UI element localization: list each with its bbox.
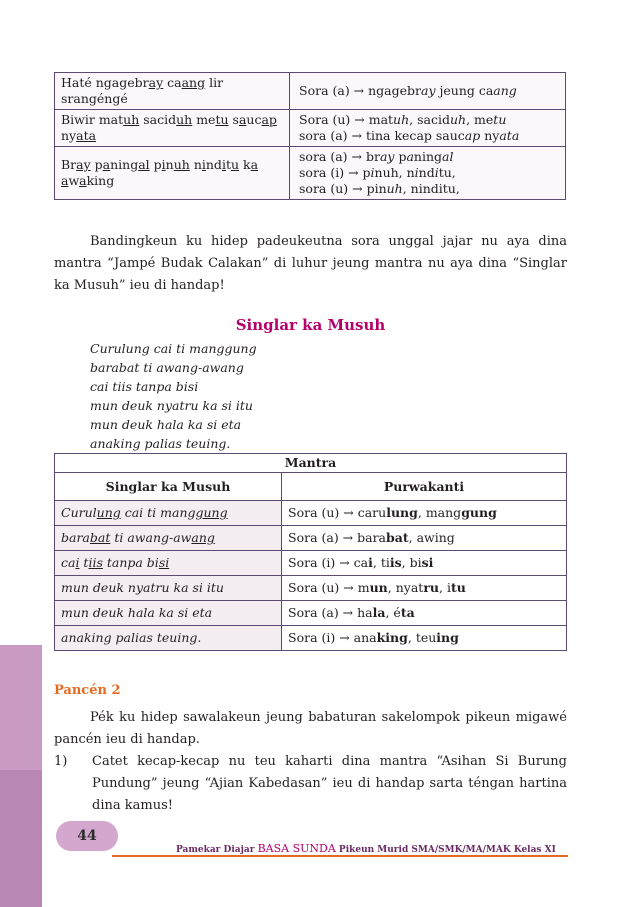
sound-pattern-cell — [282, 501, 567, 526]
text-segment: k — [239, 157, 251, 172]
comparison-paragraph: Bandingkeun ku hidep padeukeutna sora unggal jajar nu aya dina mantra “Jampé Budak Calakan” di luhur jeung mantra nu aya dina “Singlar ka Musuh” ieu di handap! — [54, 234, 567, 293]
sound-pattern-cell — [282, 626, 567, 651]
text-segment: si — [158, 555, 170, 570]
list-item-number: 1) — [54, 754, 68, 769]
text-segment: u — [230, 157, 240, 172]
text-segment: , ninditu, — [402, 181, 460, 196]
text-segment: , awing — [408, 530, 455, 545]
text-segment: t — [225, 157, 231, 172]
text-segment: Br — [61, 157, 77, 172]
footer-divider — [112, 855, 568, 857]
table-row — [55, 626, 567, 651]
text-segment: tu — [450, 580, 466, 595]
text-segment: ay — [76, 157, 91, 172]
sound-pattern-cell — [282, 526, 567, 551]
text-segment: tanpa bi — [102, 555, 159, 570]
sound-pattern-cell — [282, 551, 567, 576]
text-segment: i — [75, 555, 80, 570]
text-segment: Sora (u) → m — [288, 580, 370, 595]
poem-line: cai tiis tanpa bisi — [90, 379, 199, 394]
text-segment: p — [90, 157, 103, 172]
table-row — [55, 501, 567, 526]
text-segment: ta — [400, 605, 415, 620]
text-segment: ap — [261, 112, 277, 127]
text-segment: a — [61, 173, 69, 188]
text-segment: tu, — [438, 165, 456, 180]
text-segment: ny — [480, 128, 500, 143]
text-segment: bat — [89, 530, 111, 545]
text-segment: ay — [148, 75, 164, 90]
text-segment: uh — [449, 112, 467, 127]
text-segment: sora (a) → br — [299, 149, 380, 164]
poem-line: mun deuk nyatru ka si itu — [90, 398, 253, 413]
text-segment: a — [406, 149, 414, 164]
rhyme-table-1 — [54, 72, 566, 200]
mantra-line-cell — [55, 147, 290, 200]
text-segment: i — [368, 555, 373, 570]
text-segment: ung — [96, 505, 121, 520]
text-segment: king — [376, 630, 408, 645]
sound-pattern-cell — [290, 147, 566, 200]
text-segment: n — [165, 157, 174, 172]
table-row — [55, 601, 567, 626]
text-segment: ny — [61, 128, 77, 143]
text-segment: mun deuk nyatru ka si itu — [61, 580, 224, 595]
text-segment: sora (u) → pin — [299, 181, 387, 196]
poem-lines — [90, 339, 257, 453]
list-item-text: Catet kecap-kecap nu teu kaharti dina mantra “Asihan Si Burung Pundung” jeung “Ajian Kabedasan” ieu di handap sarta téngan hartina dina kamus! — [92, 754, 567, 813]
text-segment: si — [421, 555, 434, 570]
page-number: 44 — [56, 821, 118, 851]
text-segment: uh — [123, 112, 140, 127]
text-segment: , é — [385, 605, 401, 620]
mantra-line-cell — [55, 501, 282, 526]
text-segment: ap — [464, 128, 481, 143]
text-segment: Sora (u) → caru — [288, 505, 387, 520]
mantra-table — [54, 453, 567, 651]
text-segment: s — [228, 112, 239, 127]
text-segment: , ti — [372, 555, 390, 570]
table-row — [55, 551, 567, 576]
column-header-mantra: Singlar ka Musuh — [55, 473, 282, 501]
text-segment: uc — [246, 112, 262, 127]
task-paragraph: Pék ku hidep sawalakeun jeung babaturan sakelompok pikeun migawé pancén ieu di handap. — [54, 710, 567, 747]
text-segment: al — [138, 157, 150, 172]
text-segment: anaking palias teuing. — [61, 630, 202, 645]
text-segment: ning — [413, 149, 443, 164]
text-segment: sora (i) → p — [299, 165, 371, 180]
footer-text: Pamekar Diajar BASA SUNDA Pikeun Murid SMA/SMK/MA/MAK Kelas XI — [176, 842, 556, 855]
sound-pattern-cell — [282, 601, 567, 626]
table-row — [55, 576, 567, 601]
text-segment: i — [414, 165, 419, 180]
mantra-line-cell — [55, 576, 282, 601]
text-segment: ang — [181, 75, 206, 90]
text-segment: iis — [88, 555, 103, 570]
text-segment: a — [79, 173, 87, 188]
text-segment: ata — [499, 128, 520, 143]
text-segment: Sora (i) → ana — [288, 630, 377, 645]
sound-pattern-cell — [282, 576, 567, 601]
table-caption: Mantra — [55, 454, 567, 473]
text-segment: , i — [439, 580, 451, 595]
mantra-line-cell — [55, 110, 290, 147]
text-segment: gung — [195, 505, 228, 520]
text-segment: me — [192, 112, 216, 127]
text-segment: Sora (u) → mat — [299, 112, 394, 127]
text-segment: ay — [379, 149, 395, 164]
text-segment: , bi — [401, 555, 422, 570]
text-segment: n — [189, 157, 202, 172]
text-segment: , me — [466, 112, 494, 127]
mantra-line-cell — [55, 526, 282, 551]
text-segment: a — [238, 112, 247, 127]
text-segment: Biwir mat — [61, 112, 124, 127]
text-segment: t — [79, 555, 89, 570]
text-segment: uh — [173, 157, 190, 172]
text-segment: Curul — [61, 505, 97, 520]
text-segment: Sora (i) → ca — [288, 555, 369, 570]
text-segment: is — [389, 555, 402, 570]
text-segment: i — [221, 157, 226, 172]
text-segment: i — [161, 157, 166, 172]
text-segment: , nyat — [387, 580, 424, 595]
text-segment: ang — [191, 530, 215, 545]
text-segment: , sacid — [409, 112, 450, 127]
text-segment: bara — [61, 530, 90, 545]
text-segment: w — [68, 173, 80, 188]
table-row — [55, 73, 566, 110]
text-segment: Sora (a) → bara — [288, 530, 386, 545]
text-segment: ca — [61, 555, 76, 570]
text-segment: tu — [493, 112, 507, 127]
text-segment: i — [201, 157, 206, 172]
text-segment: a — [102, 157, 111, 172]
table-row — [55, 110, 566, 147]
side-decoration-bar-dark — [0, 770, 42, 907]
text-segment: gung — [461, 505, 497, 520]
text-segment: uh — [176, 112, 193, 127]
text-segment: lir srangéngé — [61, 75, 224, 106]
text-segment: mun deuk hala ka si eta — [61, 605, 213, 620]
text-segment: bat — [386, 530, 409, 545]
poem-line: anaking palias teuing. — [90, 436, 231, 451]
text-segment: uh — [393, 112, 410, 127]
mantra-line-cell — [55, 626, 282, 651]
text-segment: un — [369, 580, 388, 595]
text-segment: jeung ca — [435, 83, 494, 98]
mantra-line-cell — [55, 73, 290, 110]
text-segment: ru — [423, 580, 439, 595]
poem-line: barabat ti awang-awang — [90, 360, 244, 375]
text-segment: nd — [418, 165, 435, 180]
text-segment: al — [442, 149, 454, 164]
sound-pattern-cell — [290, 110, 566, 147]
text-segment: tu — [215, 112, 229, 127]
text-segment: i — [434, 165, 439, 180]
mantra-line-cell — [55, 601, 282, 626]
text-segment: lung — [386, 505, 418, 520]
mantra-line-cell — [55, 551, 282, 576]
text-segment: Haté ngagebr — [61, 75, 149, 90]
text-segment: , mang — [417, 505, 462, 520]
text-segment: nuh, n — [374, 165, 415, 180]
text-segment: king — [86, 173, 115, 188]
text-segment: sora (a) → tina kecap sauc — [299, 128, 465, 143]
text-segment: p — [149, 157, 162, 172]
text-segment: la — [372, 605, 386, 620]
table-row — [55, 147, 566, 200]
text-segment: cai ti mang — [120, 505, 196, 520]
poem-line: mun deuk hala ka si eta — [90, 417, 242, 432]
text-segment: a — [250, 157, 259, 172]
text-segment: Sora (a) → ngagebr — [299, 83, 421, 98]
text-segment: uh — [386, 181, 403, 196]
text-segment: nd — [205, 157, 222, 172]
text-segment: p — [394, 149, 407, 164]
text-segment: ang — [493, 83, 517, 98]
table-row — [55, 526, 567, 551]
poem-title: Singlar ka Musuh — [235, 316, 386, 334]
text-segment: ca — [163, 75, 182, 90]
text-segment: sacid — [139, 112, 177, 127]
poem-line: Curulung cai ti manggung — [90, 341, 257, 356]
text-segment: ata — [76, 128, 97, 143]
text-segment: i — [370, 165, 375, 180]
column-header-purwakanti: Purwakanti — [282, 473, 567, 501]
text-segment: ning — [110, 157, 139, 172]
text-segment: ti awang-aw — [110, 530, 192, 545]
text-segment: ing — [436, 630, 459, 645]
text-segment: Sora (a) → ha — [288, 605, 373, 620]
task-heading: Pancén 2 — [54, 683, 121, 698]
text-segment: ay — [421, 83, 436, 98]
sound-pattern-cell — [290, 73, 566, 110]
text-segment: , teu — [407, 630, 437, 645]
